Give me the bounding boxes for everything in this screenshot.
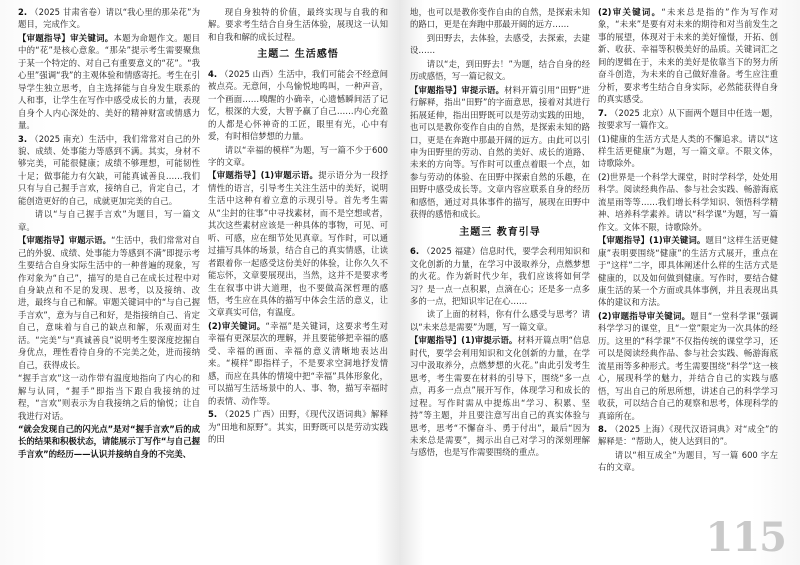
section-heading: 主题三 教育引导: [459, 226, 541, 238]
question-number: 4.: [208, 68, 221, 79]
paragraph: [208, 68, 388, 143]
body-text: 本题为命题作文。题目中的“花”是核心意象。“那朵”提示考生需要聚焦于某一个特定的、对自己有重要意义的“花”。“我心里”强调“我”的主观体验和情感寄托。考生在引导学生独立思考，自主选择能与自身发生联系的人和事，让学生在写作中感受成长的力量，表现自身个人内心深处的、美好的精神财富或情感力量。: [18, 32, 200, 131]
paragraph: [598, 107, 778, 132]
guide-tag: 【审题指导】(1)审题示语。: [208, 170, 319, 181]
guide-tag: (2)审关键词。: [208, 320, 266, 331]
body-text: （2025 上海）《现代汉语词典》对“成全”的解释是：“帮助人，使人达到目的”。: [598, 423, 778, 447]
body-text: （2025 广西）田野，《现代汉语词典》解释为“田地和原野”。其实，田野既可以是劳动实践的田: [208, 409, 388, 444]
body-text: 读了上面的材料，你有什么感受与思考？请以“未来总是需要”为题，写一篇文章。: [410, 309, 590, 332]
paragraph: [18, 372, 200, 422]
paragraph: [18, 6, 200, 31]
body-text: 题目“一堂科学课”强调科学学习的课堂，且“一堂”限定为一次具体的经历。这里的“科学课”不仅指传统的课堂学习，还可以是阅读经典作品、参与社会实践、畅游海底流星雨等多种形式。考生需要围绕“科学”这一核心，展现科学的魅力，并结合自己的实践与感悟，写出自己的所思所想，讲述自己的科学学习收获，可以结合自己的观察和思考，体现科学的真谛所在。: [598, 310, 778, 421]
body-text: “未来总是指的”作为写作对象，“未来”是要有对未来的期待和对当前发生之事的展望，体现对于未来的美好憧憬，开拓、创新、收获、幸福等积极美好的品质。关键词汇之间的逻辑在于，未来的美好是依靠当下的努力所奋斗创造，为未来的自己做好准备。考生应注重分析，要求考生结合自身实际，必然能获得自身的真实感受。: [598, 7, 778, 105]
body-text: “生活中，我们常常对自己的外貌、成绩、处事能力等感到不满”即提示考生要结合自身实际生活中的一种普遍的现象，写作对象为“自己”，描写的是自己在成长过程中对自身缺点和不足的发现、思考，以及接纳、改进，最终与自己和解。审题关键词中的“与自己握手言欢”，意为与自己和好，是指接纳自己、肯定自己，意味着与自己的缺点和解，乐观面对生活。“完美”与“真诚善良”说明考生要深度挖掘自身优点，理性看待自身的不完美之处，进而接纳自己，获得成长。: [18, 235, 200, 370]
body-text: （2025 福建）信息时代，要学会利用知识和文化创新的力量，在学习中汲取养分，点燃梦想的火花。作为新时代少年，我们应该将如何学习？是一点一点积累，点滴在心；还是多一点多多的一点，把知识牢记在心……: [410, 246, 590, 306]
guide-tag: 【审题指导】审关键词。: [18, 32, 114, 43]
body-text: 请以“走，到田野去！”为题，结合自身的经历或感悟，写一篇记叙文。: [410, 58, 590, 82]
body-text: 到田野去，去体验，去感受，去探索，去建设……: [410, 32, 590, 56]
paragraph: [208, 320, 388, 407]
paragraph: [410, 308, 590, 333]
body-text: “幸福”是关键词，这要求考生对幸福有更深层次的理解，并且要能够把幸福的感受、幸福的画面、幸福的意义清晰地表达出来。“模样”即指样子，不是要求空洞地抒发情感，而应在具体的情境中把“幸福”具体形象化，可以描写生活场景中的人、事、物，描写幸福时的表情、动作等。: [208, 320, 388, 406]
paragraph: 现自身独特的价值，最终实现与自我的和解。要求考生结合自身生活体验，展现这一认知和自我和解的成长过程。: [208, 7, 388, 42]
emphasis-text: “就会发现自己的闪光点”是对“握手言欢”后的成长的结果和积极状态，请能展示丁写作“与自己握手言欢”的经历——认识并接纳自身的不完美、: [18, 423, 200, 459]
guide-tag: 【审题指导】(1)审提示语。: [410, 335, 518, 346]
question-number: 7.: [598, 107, 611, 118]
question-number: 5.: [208, 409, 221, 420]
paragraph: [598, 6, 778, 106]
paragraph: [410, 245, 590, 307]
paragraph: [410, 58, 590, 83]
body-text: 材料开篇点明“信息时代，要学会利用知识和文化创新的力量，在学习中汲取养分，点燃梦想的火花。”由此引发考生思考，考生需要在材料的引导下，围绕“多一点点，再多一点点”展开写作，体现学习和成长的过程。写作时需从中提炼出“学习、积累、坚持”等主题，并且要注意写出自己的真实体验与思考，思考“不懈奋斗、勇于付出”，最后“因为未来总是需要”，揭示出自己对学习的深刻理解与感悟，也是写作需要围绕的重点。: [410, 335, 590, 458]
paragraph: [410, 334, 590, 459]
question-number: 2.: [18, 7, 31, 17]
paragraph: [18, 234, 200, 371]
paragraph: [598, 171, 778, 233]
paragraph: [18, 32, 200, 132]
guide-tag: (2)审题指导审关键词。: [598, 310, 691, 321]
column-4: [598, 6, 778, 559]
paragraph: [598, 423, 778, 448]
body-text: 题目“这样生活更健康”表明要围绕“健康”的生活方式展开，重点在于“这样”二字，即具体阐述什么样的生活方式是健康的，以及如何做到健康。写作时，要结合健康生活的某一个方面或具体事例，并且表现出具体的建议和方法。: [598, 235, 778, 308]
question-number: 8.: [598, 423, 611, 434]
body-text: (1)健康的生活方式是人类的不懈追求。请以“这样生活更健康”为题，写一篇文章。不限文体，诗歌除外。: [598, 133, 778, 169]
paragraph: [598, 310, 778, 422]
guide-tag: 【审题指导】审提示语。: [410, 84, 505, 95]
body-text: （2025 南充）生活中，我们常常对自己的外貌、成绩、处事能力等感到不满。其实，身材不够完美，可能很健康；成绩不够理想，可能韧性十足；做事能力有欠缺，可能真诚善良……我们只有与自己握手言欢，接纳自己，肯定自己，才能创造更好的自己，成就更加完美的自己。: [18, 133, 200, 206]
paragraph: [410, 32, 590, 57]
body-text: “握手言欢”这一动作带有温度地指向了内心的和解与认同，“握手”即指当下跟自我接纳的过程，“言欢”则表示为自我接纳之后的愉悦；让自我进行对话。: [18, 373, 200, 421]
page-number: 115: [705, 514, 786, 561]
column-1: [18, 6, 200, 559]
body-text: 请以“相互成全”为题目，写一篇 600 字左右的文章。: [598, 449, 778, 473]
paragraph: [410, 6, 590, 31]
paragraph: [18, 423, 200, 460]
body-text: 请以“与自己握手言欢”为题目，写一篇文章。: [18, 209, 200, 232]
paragraph: [208, 169, 388, 318]
body-text: 提示语分为一段抒情性的语言，引导考生关注生活中的美好，说明生活中这种有着立意的示现引导。首先考生需从“尘封的往事”中寻找素材，而不是空想或者，其次这些素材应该是一种具体的事物，可见、可听、可感，应在细节处见真章。写作时，可以通过描写具体的场景，结合自己的真实情感，让读者跟着你一起感受这份美好的体验，让你久久不能忘怀，文章要展现出，当然，这并不是要求考生在叙事中讲大道理，也不要做高深哲理的感悟，考生应在具体的描写中体会生活的意义，让文章真实可信，有温度。: [208, 170, 388, 318]
guide-tag: 【审题指导】(1)审关键词。: [598, 235, 706, 246]
body-text: 地，也可以是教你变作自由的自然，是探索未知的路口，更是在奔跑中那最开阔的远方……: [410, 7, 590, 30]
question-number: 6.: [410, 246, 423, 257]
paragraph: [410, 84, 590, 221]
paragraph: [18, 133, 200, 208]
paragraph: [18, 208, 200, 233]
body-text: （2025 甘肃省卷）请以“我心里的那朵花”为题目，完成作文。: [18, 7, 200, 30]
column-3: [410, 6, 590, 559]
column-2: [208, 6, 388, 559]
body-text: 材料开篇引用“田野”进行解释，指出“田野”的字面意思，接着对其进行拓展延伸，指出田野既可以是劳动实践的田地，也可以是教你变作自由的自然，是探索未知的路口，更是在奔跑中那最开阔的远方。由此可以引申为田野里的劳动、自然的美好、成长的道路、未来的方向等。写作时可以重点着眼一个点，如参与劳动的体验、在田野中探索自然的乐趣，在田野中感受成长等。文章内容应联系自身的经历和感悟，通过对具体事件的描写，展现在田野中获得的感悟和成长。: [410, 84, 590, 220]
guide-tag: 【审题指导】审题示语。: [18, 235, 112, 246]
paragraph: [208, 144, 388, 169]
section-heading: 主题二 生活感悟: [257, 49, 339, 61]
body-text: （2025 山西）生活中，我们可能会不经意间被点亮。无意间，小鸟愉悦地鸣叫，一种声音，一个画面……嗅醒的小确幸，心遗憾瞬间活了记忆，根深的大爱，大智予赢了自己……内心充盈的人都是心怀神奇的工匠，眼里有光，心中有爱，有时相信梦想的力量。: [208, 68, 388, 142]
guide-tag: (2)审关键词。: [598, 7, 662, 17]
body-text: (2)世界是一个科学大课堂，时时学科学，处处用科学。阅读经典作品、参与社会实践、畅游海底流星雨等等……我们增长科学知识、领悟科学精神、培养科学素养。请以“科学课”为题，写一篇作文。文体不限，诗歌除外。: [598, 171, 778, 232]
body-text: （2025 北京）从下面两个题目中任选一题，按要求写一篇作文。: [598, 107, 778, 131]
paragraph: [208, 408, 388, 445]
paragraph: [598, 234, 778, 309]
question-number: 3.: [18, 133, 31, 144]
body-text: 请以“幸福的模样”为题，写一篇不少于600字的文章。: [208, 144, 388, 167]
paragraph: [598, 133, 778, 170]
paragraph: [598, 449, 778, 474]
